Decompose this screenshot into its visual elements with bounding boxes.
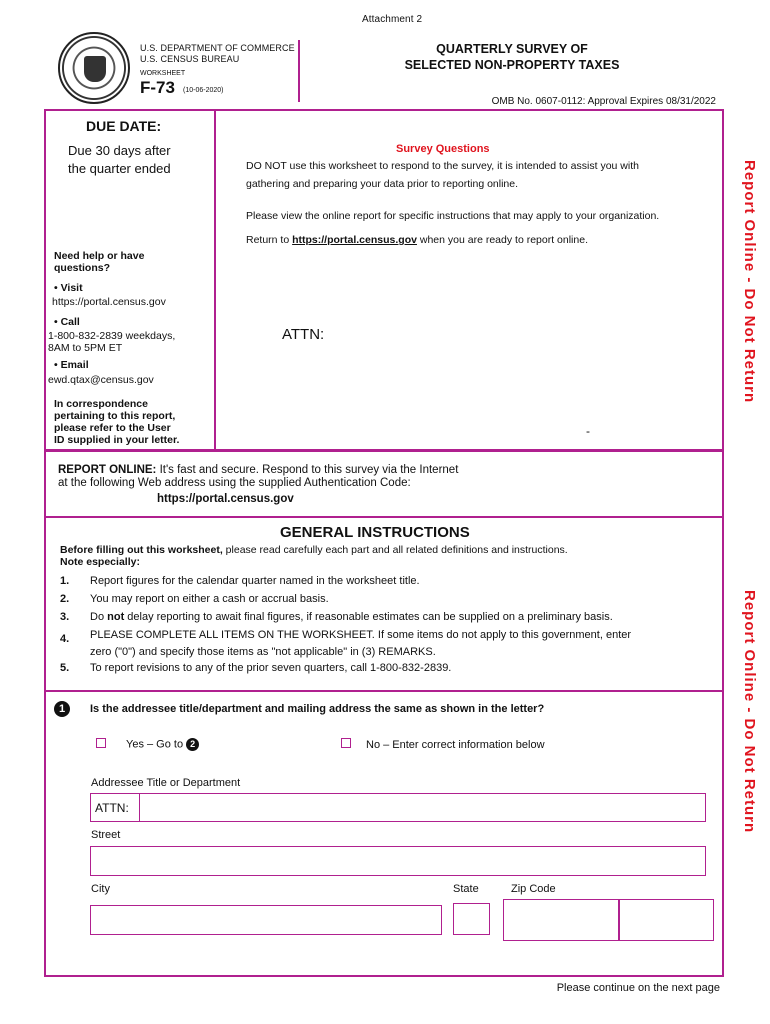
survey-return-text: Return to	[246, 234, 293, 246]
addressee-label: Addressee Title or Department	[91, 777, 241, 789]
instructions-intro-rest: please read carefully each part and all related definitions and instructions.	[222, 544, 568, 556]
city-label: City	[91, 883, 110, 895]
report-online-url-link[interactable]: https://portal.census.gov	[157, 493, 294, 505]
survey-questions-heading: Survey Questions	[396, 143, 490, 155]
instruction-text-line-1: PLEASE COMPLETE ALL ITEMS ON THE WORKSHEET. If some items do not apply to this government, enter	[90, 629, 632, 641]
due-date-heading: DUE DATE:	[86, 118, 162, 134]
instructions-intro	[60, 544, 568, 556]
instruction-text: You may report on either a cash or accrual basis.	[90, 593, 329, 605]
census-seal-icon	[58, 32, 130, 104]
question-1-number-icon: 1	[54, 701, 70, 717]
report-online-label: REPORT ONLINE:	[58, 464, 157, 476]
instruction-text-pre: Do	[90, 611, 108, 623]
worksheet-label: WORKSHEET	[140, 70, 186, 77]
zip-code-input[interactable]	[503, 899, 619, 941]
addressee-input[interactable]	[90, 793, 706, 822]
instruction-text-bold: not	[107, 611, 125, 623]
form-date: (10-06-2020)	[183, 87, 224, 94]
instruction-number: 4.	[60, 633, 70, 645]
survey-paragraph-1-line-2: gathering and preparing your data prior to reporting online.	[246, 178, 519, 190]
due-date-line-1: Due 30 days after	[68, 143, 171, 158]
dept-line-2: U.S. CENSUS BUREAU	[140, 54, 240, 64]
instruction-text-line-2: zero ("0") and specify those items as "not applicable" in (3) REMARKS.	[90, 646, 436, 658]
due-date-line-2: the quarter ended	[68, 161, 171, 176]
instruction-text: To report revisions to any of the prior seven quarters, call 1-800-832-2839.	[90, 662, 452, 674]
question-1-text: Is the addressee title/department and mailing address the same as shown in the letter?	[90, 703, 545, 715]
instruction-text: Report figures for the calendar quarter named in the worksheet title.	[90, 575, 420, 587]
yes-checkbox[interactable]	[96, 738, 106, 748]
visit-url-link[interactable]: https://portal.census.gov	[52, 296, 166, 308]
side-notice-top: Report Online - Do Not Return	[741, 160, 758, 404]
no-checkbox[interactable]	[341, 738, 351, 748]
correspondence-line-2: pertaining to this report,	[54, 410, 176, 422]
instruction-number: 3.	[60, 611, 70, 623]
instructions-divider	[45, 690, 723, 692]
attn-mailing-label: ATTN:	[282, 326, 325, 343]
survey-paragraph-3	[246, 234, 588, 246]
correspondence-line-3: please refer to the User	[54, 422, 171, 434]
instruction-number: 5.	[60, 662, 70, 674]
email-label: • Email	[54, 359, 89, 371]
state-input[interactable]	[453, 903, 490, 935]
instruction-text	[90, 611, 740, 623]
correspondence-line-4: ID supplied in your letter.	[54, 434, 180, 446]
side-notice-bottom: Report Online - Do Not Return	[741, 590, 758, 834]
dept-line-1: U.S. DEPARTMENT OF COMMERCE	[140, 43, 295, 53]
instruction-number: 2.	[60, 593, 70, 605]
yes-option-label	[126, 738, 199, 751]
addressee-attn-label: ATTN:	[95, 801, 129, 815]
city-input[interactable]	[90, 905, 442, 935]
general-instructions-heading: GENERAL INSTRUCTIONS	[280, 524, 470, 541]
form-number: F-73	[140, 78, 175, 97]
yes-label-text: Yes – Go to	[126, 738, 184, 751]
portal-link[interactable]: https://portal.census.gov	[292, 234, 417, 246]
help-heading-1: Need help or have	[54, 250, 145, 262]
zip-extension-input[interactable]	[619, 899, 714, 941]
authentication-dash: -	[586, 424, 590, 438]
call-line-1: 1-800-832-2839 weekdays,	[48, 330, 176, 342]
street-input[interactable]	[90, 846, 706, 876]
instructions-intro-bold: Before filling out this worksheet,	[60, 544, 223, 556]
zip-label: Zip Code	[511, 883, 556, 895]
goto-question-2-icon: 2	[186, 738, 199, 751]
survey-paragraph-1-line-1: DO NOT use this worksheet to respond to the survey, it is intended to assist you with	[246, 160, 639, 172]
continue-next-page: Please continue on the next page	[556, 982, 720, 994]
attachment-label: Attachment 2	[362, 14, 423, 25]
instruction-number: 1.	[60, 575, 70, 587]
call-label: • Call	[54, 316, 80, 328]
survey-return-suffix: when you are ready to report online.	[416, 234, 588, 246]
survey-paragraph-2: Please view the online report for specific instructions that may apply to your organization.	[246, 210, 660, 222]
street-label: Street	[91, 829, 121, 841]
omb-number: OMB No. 0607-0112: Approval Expires 08/31/2022	[491, 96, 716, 107]
state-label: State	[453, 883, 479, 895]
instructions-note: Note especially:	[60, 556, 140, 568]
top-section-divider	[214, 110, 216, 450]
form-title-line-2: SELECTED NON-PROPERTY TAXES	[404, 58, 620, 72]
visit-label: • Visit	[54, 282, 83, 294]
no-option-label: No – Enter correct information below	[366, 739, 545, 751]
correspondence-line-1: In correspondence	[54, 398, 148, 410]
email-address-link[interactable]: ewd.qtax@census.gov	[48, 374, 154, 386]
form-title-line-1: QUARTERLY SURVEY OF	[436, 42, 588, 56]
report-online-line-2: at the following Web address using the supplied Authentication Code:	[58, 477, 411, 489]
report-online-text: It's fast and secure. Respond to this survey via the Internet	[156, 464, 459, 476]
call-line-2: 8AM to 5PM ET	[48, 342, 123, 354]
attn-divider	[139, 794, 140, 821]
help-heading-2: questions?	[54, 262, 111, 274]
instruction-text-post: delay reporting to await final figures, if reasonable estimates can be supplied on a preliminary basis.	[124, 611, 613, 623]
report-online-divider	[45, 516, 723, 518]
